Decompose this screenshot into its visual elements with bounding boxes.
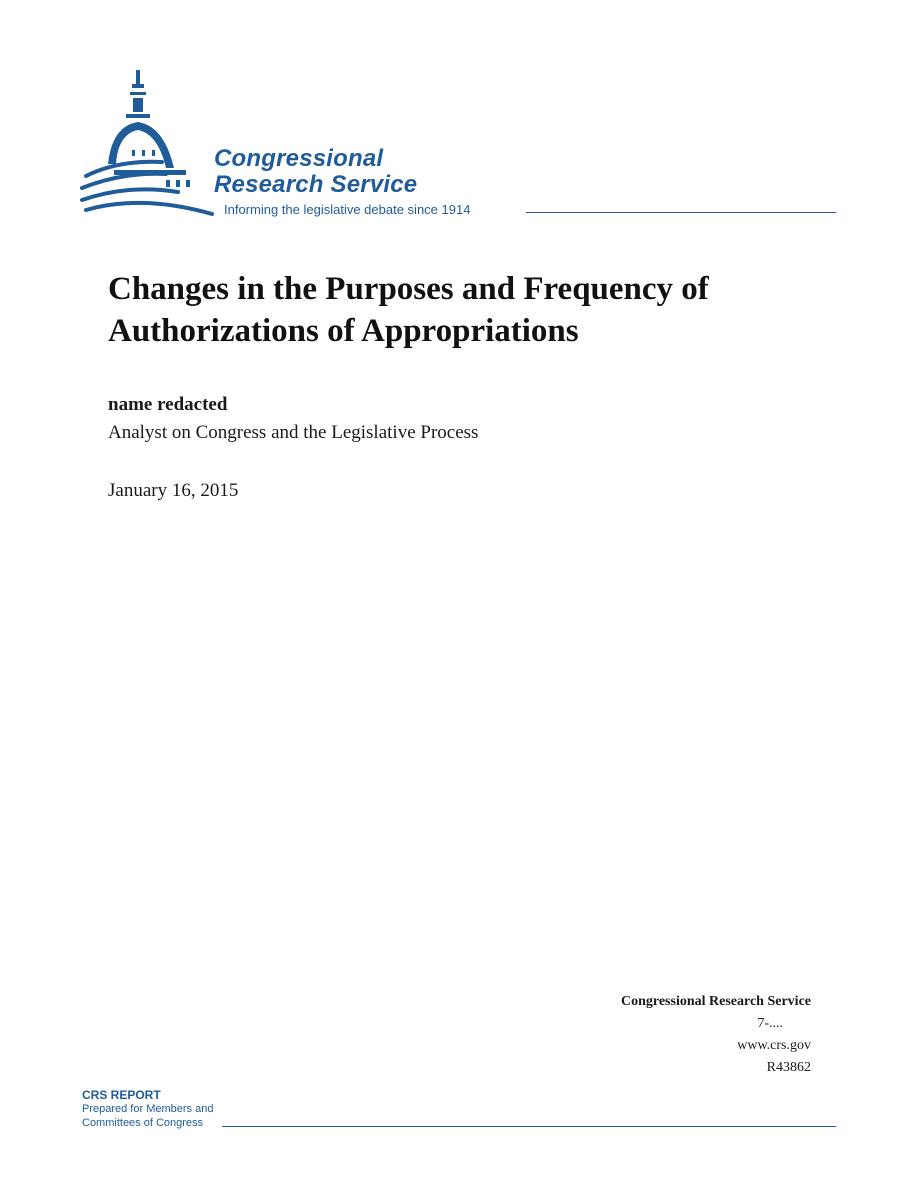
footer-line1: Prepared for Members and: [82, 1103, 214, 1115]
logo-name-line1: Congressional: [214, 145, 384, 172]
capitol-dome-icon: [78, 64, 218, 216]
publisher-name: Congressional Research Service: [620, 994, 811, 1009]
logo-name-line2: Research Service: [214, 171, 418, 198]
author-role: Analyst on Congress and the Legislative Process: [108, 422, 479, 443]
report-date: January 16, 2015: [108, 480, 239, 501]
logo-tagline: Informing the legislative debate since 1914: [224, 202, 471, 217]
report-title: Changes in the Purposes and Frequency of Authorizations of Appropriations: [108, 271, 709, 349]
crs-logo: [78, 64, 838, 224]
author-name: name redacted: [108, 394, 228, 415]
publisher-block: [621, 991, 811, 1079]
report-footer: [82, 1088, 836, 1130]
report-number: R43862: [766, 1060, 811, 1075]
footer-label: CRS REPORT: [82, 1088, 161, 1102]
logo-divider: [526, 212, 836, 213]
publisher-phone: 7-....: [757, 1016, 783, 1031]
logo-wordmark: [214, 146, 417, 198]
publisher-website: www.crs.gov: [737, 1038, 811, 1053]
footer-divider: [222, 1126, 836, 1127]
footer-line2: Committees of Congress: [82, 1117, 204, 1129]
